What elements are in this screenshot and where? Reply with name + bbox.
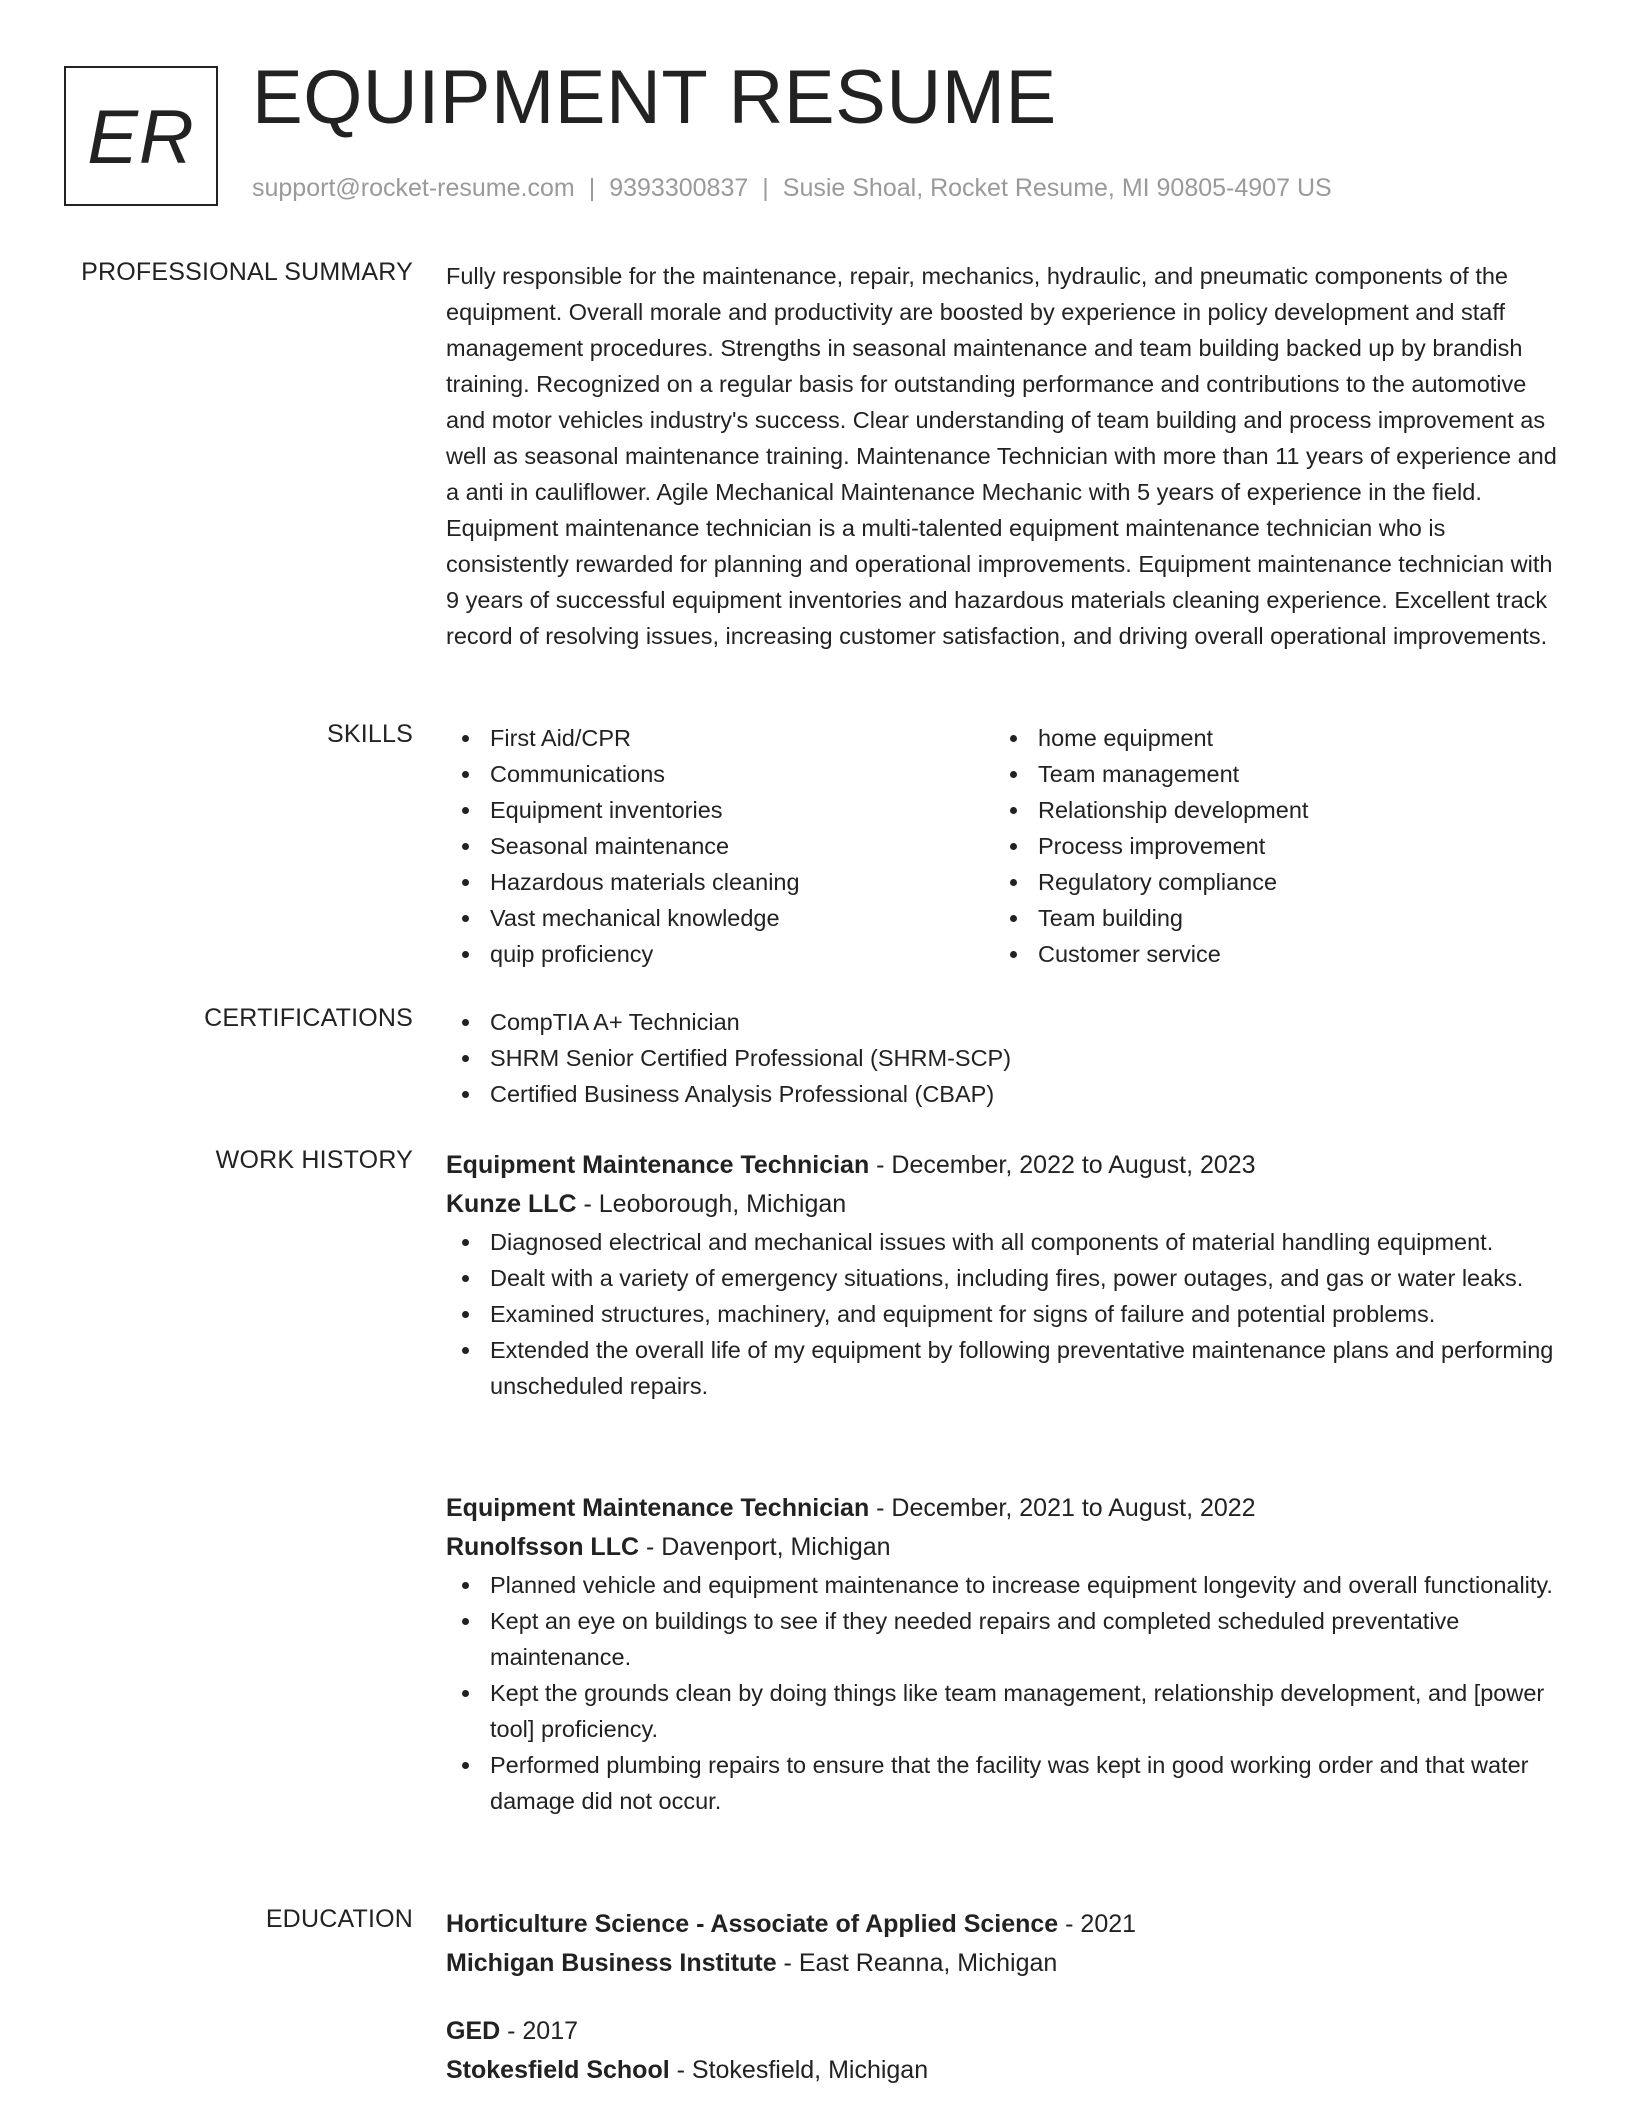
job-bullet: Dealt with a variety of emergency situations, including fires, power outages, and gas or water leaks.: [446, 1260, 1566, 1296]
skills-column-right: [994, 720, 1542, 972]
job-bullet: Kept an eye on buildings to see if they needed repairs and completed scheduled preventative maintenance.: [446, 1603, 1566, 1675]
education-entry: [446, 2012, 1566, 2090]
skill-item: Relationship development: [994, 792, 1542, 828]
job-bullet: Diagnosed electrical and mechanical issues with all components of material handling equipment.: [446, 1224, 1566, 1260]
job-dates: - December, 2021 to August, 2022: [869, 1494, 1256, 1522]
skill-item: Hazardous materials cleaning: [446, 864, 994, 900]
skill-item: Customer service: [994, 936, 1542, 972]
resume-name: EQUIPMENT RESUME: [252, 55, 1057, 140]
job-bullets: [446, 1224, 1566, 1404]
skill-item: Team management: [994, 756, 1542, 792]
section-label-work-history: WORK HISTORY: [215, 1146, 413, 1174]
job-bullet: Kept the grounds clean by doing things like team management, relationship development, and [power tool] proficiency.: [446, 1675, 1566, 1747]
job-entry: [446, 1489, 1566, 1819]
certification-item: Certified Business Analysis Professional (CBAP): [446, 1076, 1566, 1112]
job-bullet: Examined structures, machinery, and equipment for signs of failure and potential problems.: [446, 1296, 1566, 1332]
job-dates: - December, 2022 to August, 2023: [869, 1151, 1256, 1179]
school-line: [446, 1944, 1566, 1983]
degree-year: - 2017: [500, 2017, 579, 2045]
education-entry: [446, 1905, 1566, 1983]
section-label-certifications: CERTIFICATIONS: [204, 1004, 413, 1032]
skill-item: Team building: [994, 900, 1542, 936]
skill-item: Vast mechanical knowledge: [446, 900, 994, 936]
section-label-education: EDUCATION: [265, 1905, 413, 1933]
skill-item: quip proficiency: [446, 936, 994, 972]
degree-year: - 2021: [1058, 1910, 1137, 1938]
skill-item: First Aid/CPR: [446, 720, 994, 756]
job-title: Equipment Maintenance Technician: [446, 1151, 870, 1179]
monogram-box: [64, 66, 218, 206]
section-label-skills: SKILLS: [327, 720, 413, 748]
school-name: Stokesfield School: [446, 2056, 670, 2084]
skill-item: Communications: [446, 756, 994, 792]
skill-item: Equipment inventories: [446, 792, 994, 828]
job-bullet: Extended the overall life of my equipment by following preventative maintenance plans and performing unscheduled repairs.: [446, 1332, 1566, 1404]
contact-line: [252, 174, 1332, 203]
job-company-line: [446, 1185, 1566, 1224]
skill-item: Regulatory compliance: [994, 864, 1542, 900]
job-bullet: Performed plumbing repairs to ensure that the facility was kept in good working order and that water damage did not occur.: [446, 1747, 1566, 1819]
contact-email[interactable]: support@rocket-resume.com: [252, 174, 575, 202]
job-title-line: [446, 1146, 1566, 1185]
job-company: Runolfsson LLC: [446, 1533, 640, 1561]
section-label-summary: PROFESSIONAL SUMMARY: [81, 258, 413, 286]
skills-list: [446, 720, 1566, 972]
degree-name: Horticulture Science - Associate of Applied Science: [446, 1910, 1059, 1938]
school-line: [446, 2051, 1566, 2090]
job-title-line: [446, 1489, 1566, 1528]
certification-item: SHRM Senior Certified Professional (SHRM-SCP): [446, 1040, 1566, 1076]
job-location: - Leoborough, Michigan: [576, 1190, 847, 1218]
skill-item: Process improvement: [994, 828, 1542, 864]
degree-name: GED: [446, 2017, 501, 2045]
contact-phone[interactable]: 9393300837: [609, 174, 749, 202]
job-company-line: [446, 1528, 1566, 1567]
skills-column-left: [446, 720, 994, 972]
job-bullets: [446, 1567, 1566, 1819]
job-title: Equipment Maintenance Technician: [446, 1494, 870, 1522]
school-location: - Stokesfield, Michigan: [669, 2056, 929, 2084]
contact-address: Susie Shoal, Rocket Resume, MI 90805-4907 US: [782, 174, 1332, 202]
job-company: Kunze LLC: [446, 1190, 577, 1218]
job-location: - Davenport, Michigan: [639, 1533, 891, 1561]
monogram-initials: ER: [87, 94, 195, 180]
summary-text: Fully responsible for the maintenance, repair, mechanics, hydraulic, and pneumatic components of the equipment. Overall morale and productivity are boosted by experience in policy development and staff management procedures. Strengths in seasonal maintenance and team building backed up by brandish training. Recognized on a regular basis for outstanding performance and contributions to the automotive and motor vehicles industry's success. Clear understanding of team building and process improvement as well as seasonal maintenance training. Maintenance Technician with more than 11 years of experience and a anti in cauliflower. Agile Mechanical Maintenance Mechanic with 5 years of experience in the field. Equipment maintenance technician is a multi-talented equipment maintenance technician who is consistently rewarded for planning and operational improvements. Equipment maintenance technician with 9 years of successful equipment inventories and hazardous materials cleaning experience. Excellent track record of resolving issues, increasing customer satisfaction, and driving overall operational improvements.: [446, 263, 1557, 649]
school-name: Michigan Business Institute: [446, 1949, 777, 1977]
certifications-list: [446, 1004, 1566, 1112]
certification-item: CompTIA A+ Technician: [446, 1004, 1566, 1040]
contact-separator: |: [588, 174, 596, 202]
degree-line: [446, 2012, 1566, 2051]
job-bullet: Planned vehicle and equipment maintenance to increase equipment longevity and overall functionality.: [446, 1567, 1566, 1603]
skill-item: Seasonal maintenance: [446, 828, 994, 864]
skill-item: home equipment: [994, 720, 1542, 756]
degree-line: [446, 1905, 1566, 1944]
job-entry: [446, 1146, 1566, 1404]
contact-separator: |: [762, 174, 769, 202]
school-location: - East Reanna, Michigan: [776, 1949, 1058, 1977]
